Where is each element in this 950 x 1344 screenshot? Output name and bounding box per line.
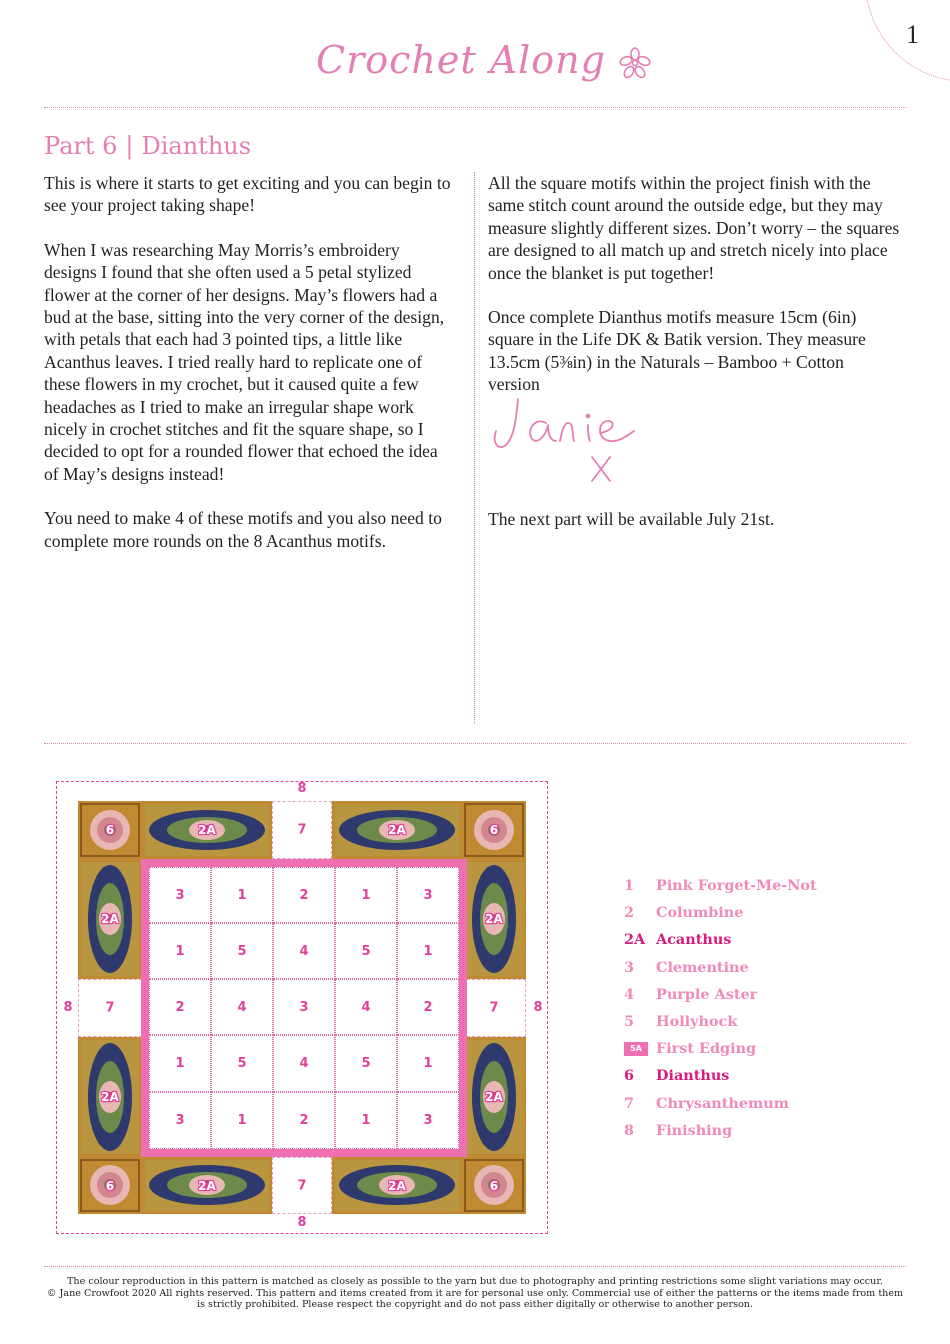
grid-cell: 4 bbox=[273, 1035, 335, 1092]
grid-cell: 2 bbox=[273, 1092, 335, 1149]
edge-label-right: 8 bbox=[533, 1000, 543, 1015]
legend-item bbox=[624, 877, 884, 904]
legend-number: 2 bbox=[624, 904, 635, 922]
chrysanthemum-slot-right bbox=[462, 979, 526, 1037]
legend-number: 4 bbox=[624, 985, 635, 1003]
grid-cell: 1 bbox=[149, 1035, 211, 1092]
grid-cell: 1 bbox=[149, 923, 211, 979]
grid-cell: 1 bbox=[211, 867, 273, 923]
grid-cell: 3 bbox=[397, 867, 459, 923]
grid-cell: 4 bbox=[273, 923, 335, 979]
grid-cell: 5 bbox=[211, 1035, 273, 1092]
slot-label: 7 bbox=[297, 1178, 307, 1193]
section-divider bbox=[44, 743, 906, 744]
grid-cell: 4 bbox=[335, 979, 397, 1035]
legend-item bbox=[624, 1122, 884, 1149]
grid-cell: 1 bbox=[335, 867, 397, 923]
grid-cell: 2 bbox=[149, 979, 211, 1035]
motif-legend bbox=[624, 877, 884, 1149]
part-name: Dianthus bbox=[141, 132, 252, 160]
legend-name: Finishing bbox=[656, 1121, 733, 1139]
legend-item bbox=[624, 986, 884, 1013]
chrysanthemum-slot-top bbox=[272, 801, 332, 859]
motif-label: 2A bbox=[485, 1090, 503, 1104]
grid-cell: 3 bbox=[149, 867, 211, 923]
dianthus-motif-bottom-left bbox=[78, 1157, 142, 1214]
acanthus-motif-left-upper bbox=[78, 859, 142, 979]
motif-label: 2A bbox=[198, 823, 216, 837]
legend-item bbox=[624, 931, 884, 958]
legend-name: Chrysanthemum bbox=[656, 1094, 789, 1112]
legend-name: Dianthus bbox=[656, 1067, 730, 1085]
dianthus-motif-top-right bbox=[462, 801, 526, 859]
legend-name: Columbine bbox=[656, 904, 744, 922]
legend-item bbox=[624, 1095, 884, 1122]
grid-cell: 1 bbox=[335, 1092, 397, 1149]
acanthus-motif-right-lower bbox=[462, 1037, 526, 1157]
grid-cell: 1 bbox=[397, 923, 459, 979]
chrysanthemum-slot-left bbox=[78, 979, 142, 1037]
motif-label: 2A bbox=[101, 912, 119, 926]
legend-number: 3 bbox=[624, 958, 635, 976]
grid-cell: 3 bbox=[149, 1092, 211, 1149]
grid-cell: 4 bbox=[211, 979, 273, 1035]
layout-diagram bbox=[56, 781, 548, 1234]
signature bbox=[488, 385, 658, 498]
legend-number: 8 bbox=[624, 1121, 635, 1139]
legend-name: Hollyhock bbox=[656, 1012, 738, 1030]
motif-label: 6 bbox=[105, 1178, 115, 1193]
title-separator: | bbox=[125, 132, 134, 160]
grid-cell: 1 bbox=[397, 1035, 459, 1092]
motif-label: 2A bbox=[198, 1178, 216, 1193]
part-number: Part 6 bbox=[44, 132, 118, 160]
legend-number: 6 bbox=[624, 1067, 635, 1085]
grid-cell: 5 bbox=[335, 1035, 397, 1092]
edge-label-bottom: 8 bbox=[297, 1215, 307, 1230]
legend-name: Acanthus bbox=[656, 931, 732, 949]
next-part-note: The next part will be available July 21st. bbox=[488, 509, 775, 529]
edge-label-top: 8 bbox=[297, 781, 307, 796]
grid-cell: 2 bbox=[273, 867, 335, 923]
acanthus-motif-bottom-right bbox=[332, 1157, 462, 1214]
legend-item bbox=[624, 1067, 884, 1094]
right-column bbox=[488, 172, 900, 418]
legend-name: Pink Forget-Me-Not bbox=[656, 877, 817, 894]
acanthus-motif-right-upper bbox=[462, 859, 526, 979]
left-column bbox=[44, 172, 456, 574]
paragraph: Once complete Dianthus motifs measure 15cm (6in) square in the Life DK & Batik version. They measure 13.5cm (5⅜in) in the Naturals – Bamboo + Cotton version bbox=[488, 307, 866, 395]
grid-cell: 3 bbox=[397, 1092, 459, 1149]
part-title bbox=[44, 132, 251, 160]
acanthus-motif-top-left bbox=[142, 801, 272, 859]
grid-cell: 5 bbox=[335, 923, 397, 979]
motif-label: 2A bbox=[388, 823, 406, 837]
slot-label: 7 bbox=[105, 1000, 115, 1016]
motif-label: 2A bbox=[101, 1090, 119, 1104]
legend-badge: 5A bbox=[624, 1042, 648, 1056]
motif-label: 6 bbox=[489, 1178, 499, 1193]
paragraph: This is where it starts to get exciting and you can begin to see your project taking shape! bbox=[44, 173, 451, 216]
motif-label: 2A bbox=[388, 1178, 406, 1193]
grid-cell: 3 bbox=[273, 979, 335, 1035]
acanthus-motif-bottom-left bbox=[142, 1157, 272, 1214]
center-grid bbox=[149, 867, 459, 1149]
logo-text: Crochet Along bbox=[316, 38, 606, 82]
legend-name: First Edging bbox=[656, 1040, 757, 1058]
slot-label: 7 bbox=[297, 822, 307, 838]
grid-cell: 1 bbox=[211, 1092, 273, 1149]
footer-line: The colour reproduction in this pattern is matched as closely as possible to the yarn but due to photography and printing restrictions some slight variations may occur. bbox=[67, 1276, 883, 1287]
flower-icon bbox=[618, 46, 652, 80]
column-divider bbox=[474, 172, 475, 724]
legend-item bbox=[624, 1013, 884, 1040]
footer-divider bbox=[44, 1266, 906, 1267]
dianthus-motif-bottom-right bbox=[462, 1157, 526, 1214]
footer bbox=[44, 1276, 906, 1311]
page-number: 1 bbox=[906, 20, 919, 49]
legend-item bbox=[624, 904, 884, 931]
header-divider bbox=[44, 107, 906, 108]
crochet-along-logo bbox=[300, 30, 660, 110]
legend-item bbox=[624, 1040, 884, 1067]
paragraph: When I was researching May Morris’s embroidery designs I found that she often used a 5 petal stylized flower at the corner of her designs. May’s flowers had a bud at the base, sitting into the very corner of the design, with petals that each had 3 pointed tips, a little like Acanthus leaves. I tried really hard to replicate one of these flowers in my crochet, but it caused quite a few headaches as I tried to make an irregular shape work nicely in crochet stitches and fit the square shape, so I decided to opt for a rounded flower that echoed the idea of May’s designs instead! bbox=[44, 239, 445, 484]
slot-label: 7 bbox=[489, 1000, 499, 1016]
motif-label: 2A bbox=[485, 912, 503, 926]
signature-drawing bbox=[488, 385, 658, 493]
footer-copyright: © Jane Crowfoot 2020 All rights reserved. This pattern and items created from it are for personal use only. Commercial use of either the patterns or the items made from them is strictly prohibited. Please respect the copyright and do not pass either digitally or otherwise to another person. bbox=[46, 1287, 904, 1311]
edge-label-left: 8 bbox=[63, 1000, 73, 1015]
grid-cell: 2 bbox=[397, 979, 459, 1035]
chrysanthemum-slot-bottom bbox=[272, 1157, 332, 1214]
paragraph: You need to make 4 of these motifs and you also need to complete more rounds on the 8 Acanthus motifs. bbox=[44, 508, 442, 551]
motif-label: 6 bbox=[105, 823, 115, 837]
legend-name: Clementine bbox=[656, 958, 749, 976]
legend-number: 2A bbox=[624, 931, 646, 949]
dianthus-motif-top-left bbox=[78, 801, 142, 859]
grid-cell: 5 bbox=[211, 923, 273, 979]
legend-number: 1 bbox=[624, 877, 635, 894]
acanthus-motif-top-right bbox=[332, 801, 462, 859]
legend-number: 7 bbox=[624, 1094, 635, 1112]
acanthus-motif-left-lower bbox=[78, 1037, 142, 1157]
legend-name: Purple Aster bbox=[656, 985, 758, 1003]
legend-item bbox=[624, 959, 884, 986]
paragraph: All the square motifs within the project finish with the same stitch count around the outside edge, but they may measure slightly different sizes. Don’t worry – the squares are designed to all match up and stretch nicely into place once the blanket is put together! bbox=[488, 173, 900, 283]
legend-number: 5 bbox=[624, 1012, 635, 1030]
motif-label: 6 bbox=[489, 823, 499, 837]
